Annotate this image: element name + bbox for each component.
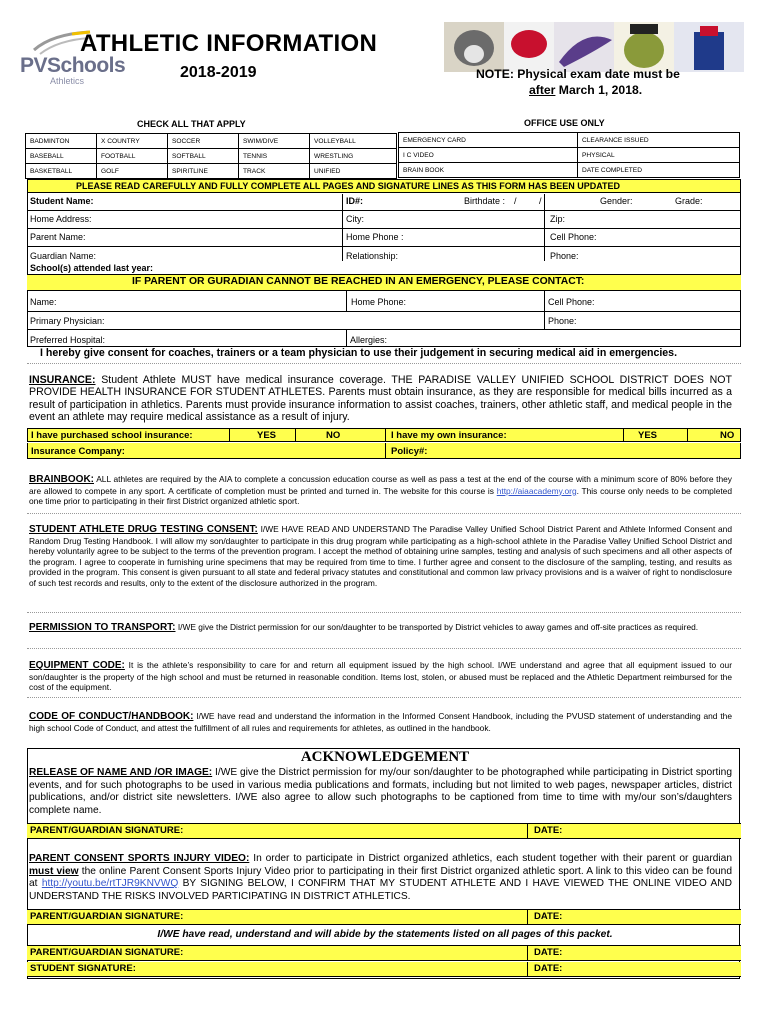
sport-soccer[interactable]: SOCCER: [168, 134, 239, 149]
insurance-title: INSURANCE:: [29, 374, 96, 386]
transport-title: PERMISSION TO TRANSPORT:: [29, 622, 176, 633]
sports-row: [26, 149, 397, 164]
video-paragraph: [29, 853, 732, 903]
date-field[interactable]: DATE:: [534, 825, 563, 836]
aia-academy-link[interactable]: http://aiaacademy.org: [496, 485, 577, 496]
sport-golf[interactable]: GOLF: [97, 164, 168, 179]
guardian-name-field[interactable]: Guardian Name:: [30, 251, 97, 261]
parent-signature-field[interactable]: PARENT/GUARDIAN SIGNATURE:: [30, 825, 184, 836]
sport-softball[interactable]: SOFTBALL: [168, 149, 239, 164]
sport-tennis[interactable]: TENNIS: [239, 149, 310, 164]
brainbook-text-end: . This course only needs to be completed one time prior to participating in their first District organized athletic sport.: [29, 485, 733, 507]
logo-text: PVSchools: [20, 54, 126, 77]
parent-signature-field[interactable]: PARENT/GUARDIAN SIGNATURE:: [30, 911, 184, 922]
office-table: [398, 132, 740, 178]
video-signature-row: [27, 909, 741, 925]
sport-baseball[interactable]: BASEBALL: [26, 149, 97, 164]
acknowledgement-heading: ACKNOWLEDGEMENT: [300, 749, 470, 765]
brainbook-text: ALL athletes are required by the AIA to complete a concussion education course as well as pass a test at the end of the course with a minimum score of 80% before they are allowed to compete in any sport. A certificate of completion must be printed and turned in. The website for this course is: [29, 474, 732, 496]
policy-number-field[interactable]: Policy#:: [391, 446, 428, 457]
relationship-field[interactable]: Relationship:: [346, 251, 399, 261]
page-title: ATHLETIC INFORMATION: [80, 30, 378, 57]
preferred-hospital-field[interactable]: Preferred Hospital:: [30, 335, 106, 345]
birthdate-slash: /: [539, 196, 542, 206]
student-row-5: [27, 262, 741, 275]
schools-attended-field[interactable]: School(s) attended last year:: [30, 263, 154, 273]
release-title: RELEASE OF NAME AND /OR IMAGE:: [29, 767, 213, 778]
emergency-banner: [27, 275, 741, 291]
medical-consent-line: I hereby give consent for coaches, trainers or a team physician to use their judgement in securing medical aid in emergencies.: [40, 347, 678, 359]
cell-phone-field[interactable]: Cell Phone:: [550, 232, 597, 242]
injury-video-link[interactable]: http://youtu.be/rtTJR9KNVWQ: [41, 878, 179, 890]
sport-track[interactable]: TRACK: [239, 164, 310, 179]
parent-signature-field[interactable]: PARENT/GUARDIAN SIGNATURE:: [30, 947, 184, 958]
equipment-title: EQUIPMENT CODE:: [29, 660, 125, 671]
insurance-options-row: [27, 428, 741, 442]
student-signature-field[interactable]: STUDENT SIGNATURE:: [30, 963, 136, 974]
student-signature-row: [27, 962, 741, 977]
conduct-paragraph: [29, 711, 732, 733]
sport-spiritline[interactable]: SPIRITLINE: [168, 164, 239, 179]
emergency-cell-phone-field[interactable]: Cell Phone:: [548, 297, 595, 307]
sport-unified[interactable]: UNIFIED: [310, 164, 397, 179]
physical-note-line2: [529, 83, 642, 97]
city-field[interactable]: City:: [346, 214, 364, 224]
instruction-banner: [27, 179, 741, 193]
final-parent-signature-row: [27, 945, 741, 961]
office-ic-video[interactable]: I C VIDEO: [399, 148, 578, 163]
sport-x-country[interactable]: X COUNTRY: [97, 134, 168, 149]
date-field[interactable]: DATE:: [534, 963, 563, 974]
drug-testing-title: STUDENT ATHLETE DRUG TESTING CONSENT:: [29, 524, 258, 535]
school-year: 2018-2019: [180, 64, 257, 81]
conduct-text: I/WE have read and understand the information in the Informed Consent Handbook, including the PVUSD statement of understanding and the high school Code of Conduct, and attest the fulfillment of all rules and requirements for athletes, as outlined in the handbook.: [29, 711, 732, 733]
student-row-4: [27, 247, 741, 261]
video-title: PARENT CONSENT SPORTS INJURY VIDEO:: [29, 853, 250, 864]
drug-testing-text: I/WE HAVE READ AND UNDERSTAND The Paradise Valley Unified School District Parent and Athlete Informed Consent and Random Drug Testing Handbook. I will allow my son/daughter to participate in this drug program while participating as a high-school athlete in the Paradise Valley Unified School District and hereby voluntarily agree to be subject to the terms of the prevention program. I accept the method of obtaining urine samples, testing and analysis of such specimens and all other aspects of the program. I agree to cooperate in furnishing urine specimens that may be required from time to time. I further agree and consent to the disclosure of the sampling, testing, and results as provided in the program. This consent is given pursuant to all state and federal privacy statutes and constitutional and common law privacy provisions and is a waiver of right to nondisclosure of such test records and results, only to the extent of the disclosure authorized in the program.: [29, 524, 732, 588]
final-statement: I/WE have read, understand and will abide by the statements listed on all pages of this packet.: [157, 929, 613, 940]
must-view-text: must view: [29, 865, 79, 877]
video-text-cont: the online Parent Consent Sports Injury Video prior to participating in their first District organized athletic sport. A link to this video can be found at: [29, 865, 732, 890]
insurance-company-row: [27, 443, 741, 459]
transport-paragraph: [29, 622, 732, 634]
student-id-field[interactable]: ID#:: [346, 196, 364, 206]
sports-row: [26, 164, 397, 179]
gender-field[interactable]: Gender:: [600, 196, 633, 206]
own-yes-option[interactable]: YES: [638, 430, 658, 441]
emergency-name-field[interactable]: Name:: [30, 297, 57, 307]
own-insurance-label: I have my own insurance:: [391, 430, 507, 441]
drug-testing-paragraph: [29, 524, 732, 589]
sport-football[interactable]: FOOTBALL: [97, 149, 168, 164]
sport-basketball[interactable]: BASKETBALL: [26, 164, 97, 179]
birthdate-field[interactable]: Birthdate :: [464, 196, 506, 206]
office-emergency-card[interactable]: EMERGENCY CARD: [399, 133, 578, 148]
sport-badminton[interactable]: BADMINTON: [26, 134, 97, 149]
student-row-1: [27, 194, 741, 211]
primary-physician-field[interactable]: Primary Physician:: [30, 316, 105, 326]
physical-note-line1: NOTE: Physical exam date must be: [476, 67, 680, 81]
transport-text: I/WE give the District permission for our son/daughter to be transported by District vehicles to away games and off-site practices as required.: [175, 622, 699, 632]
student-row-2: [27, 211, 741, 229]
emergency-row-2: [27, 312, 741, 330]
release-paragraph: [29, 767, 732, 817]
sport-wrestling[interactable]: WRESTLING: [310, 149, 397, 164]
birthdate-slash: /: [514, 196, 517, 206]
purchased-no-option[interactable]: NO: [326, 430, 341, 441]
insurance-text: Student Athlete MUST have medical insurance coverage. THE PARADISE VALLEY UNIFIED SCHOOL DISTRICT DOES NOT PROVIDE HEALTH INSURANCE FOR STUDENT ATHLETES. Parents must obtain insurance, as they are responsible for medical bills incurred as a result of participation in athletics. Parents must provide insurance information to assist coaches, trainers, other athletic staff, and medical people in the event an athlete may require medical assistance as a result of injury.: [29, 374, 732, 424]
office-date-completed[interactable]: DATE COMPLETED: [578, 163, 740, 178]
video-text-end: BY SIGNING BELOW, I CONFIRM THAT MY STUDENT ATHLETE AND I HAVE VIEWED THE ONLINE VIDEO AND UNDERSTAND THE RISKS INVOLVED PARTICIPATING IN DISTRICT ATHLETICS.: [29, 878, 733, 902]
allergies-field[interactable]: Allergies:: [350, 335, 388, 345]
office-heading: OFFICE USE ONLY: [524, 118, 605, 128]
own-no-option[interactable]: NO: [720, 430, 735, 441]
purchased-insurance-label: I have purchased school insurance:: [31, 430, 193, 441]
sport-volleyball[interactable]: VOLLEYBALL: [310, 134, 397, 149]
equipment-paragraph: [29, 660, 732, 693]
emergency-heading: IF PARENT OR GURADIAN CANNOT BE REACHED IN AN EMERGENCY, PLEASE CONTACT:: [132, 276, 585, 287]
guardian-phone-field[interactable]: Phone:: [550, 251, 579, 261]
parent-name-field[interactable]: Parent Name:: [30, 232, 86, 242]
grade-field[interactable]: Grade:: [675, 196, 703, 206]
purchased-yes-option[interactable]: YES: [257, 430, 277, 441]
instruction-banner-text: PLEASE READ CAREFULLY AND FULLY COMPLETE ALL PAGES AND SIGNATURE LINES AS THIS FORM HAS BEEN UPDATED: [76, 181, 621, 191]
emergency-row-3: [27, 330, 741, 347]
emergency-row-1: [27, 291, 741, 312]
office-brain-book[interactable]: BRAIN BOOK: [399, 163, 578, 178]
student-row-3: [27, 229, 741, 247]
conduct-title: CODE OF CONDUCT/HANDBOOK:: [29, 711, 194, 722]
insurance-company-field[interactable]: Insurance Company:: [31, 446, 125, 457]
date-field[interactable]: DATE:: [534, 911, 563, 922]
insurance-paragraph: [29, 374, 732, 424]
zip-field[interactable]: Zip:: [550, 214, 566, 224]
logo-subtext: Athletics: [50, 76, 85, 86]
physician-phone-field[interactable]: Phone:: [548, 316, 577, 326]
note-date-text: March 1, 2018.: [555, 83, 643, 97]
brainbook-paragraph: [29, 474, 732, 507]
office-clearance-issued[interactable]: CLEARANCE ISSUED: [578, 133, 740, 148]
video-text: In order to participate in District organized athletics, each student together with their parent or guardian: [249, 853, 732, 864]
home-phone-field[interactable]: Home Phone :: [346, 232, 404, 242]
brainbook-title: BRAINBOOK:: [29, 474, 94, 485]
note-after-word: after: [529, 83, 556, 97]
emergency-home-phone-field[interactable]: Home Phone:: [351, 297, 407, 307]
sports-row: [26, 134, 397, 149]
sport-swim-dive[interactable]: SWIM/DIVE: [239, 134, 310, 149]
release-text: I/WE give the District permission for my/our son/daughter to be photographed while participating in District sporting events, and for such photographs to be used in various media publications and formats, including but not limited to web pages, newspaper articles, district publications, and/or district site newsletters. I/WE also agree to allow such photographs to be captioned from time to time with my/our son’s/daughters complete name.: [29, 767, 732, 816]
date-field[interactable]: DATE:: [534, 947, 563, 958]
student-name-field[interactable]: Student Name:: [30, 196, 94, 206]
sports-heading: CHECK ALL THAT APPLY: [137, 119, 246, 129]
home-address-field[interactable]: Home Address:: [30, 214, 92, 224]
office-physical[interactable]: PHYSICAL: [578, 148, 740, 163]
equipment-text: It is the athlete’s responsibility to care for and return all equipment issued by the high school. I/WE understand and agree that all equipment issued to our son/daughter is the property of the high school and must be returned in reasonable condition. Items lost, stolen, or abused must be replaced and the Athletic Department reimbursed for the cost of the equipment.: [29, 660, 732, 693]
sports-table: [25, 133, 397, 179]
release-signature-row: [27, 823, 741, 839]
mascot-images: [444, 22, 744, 72]
